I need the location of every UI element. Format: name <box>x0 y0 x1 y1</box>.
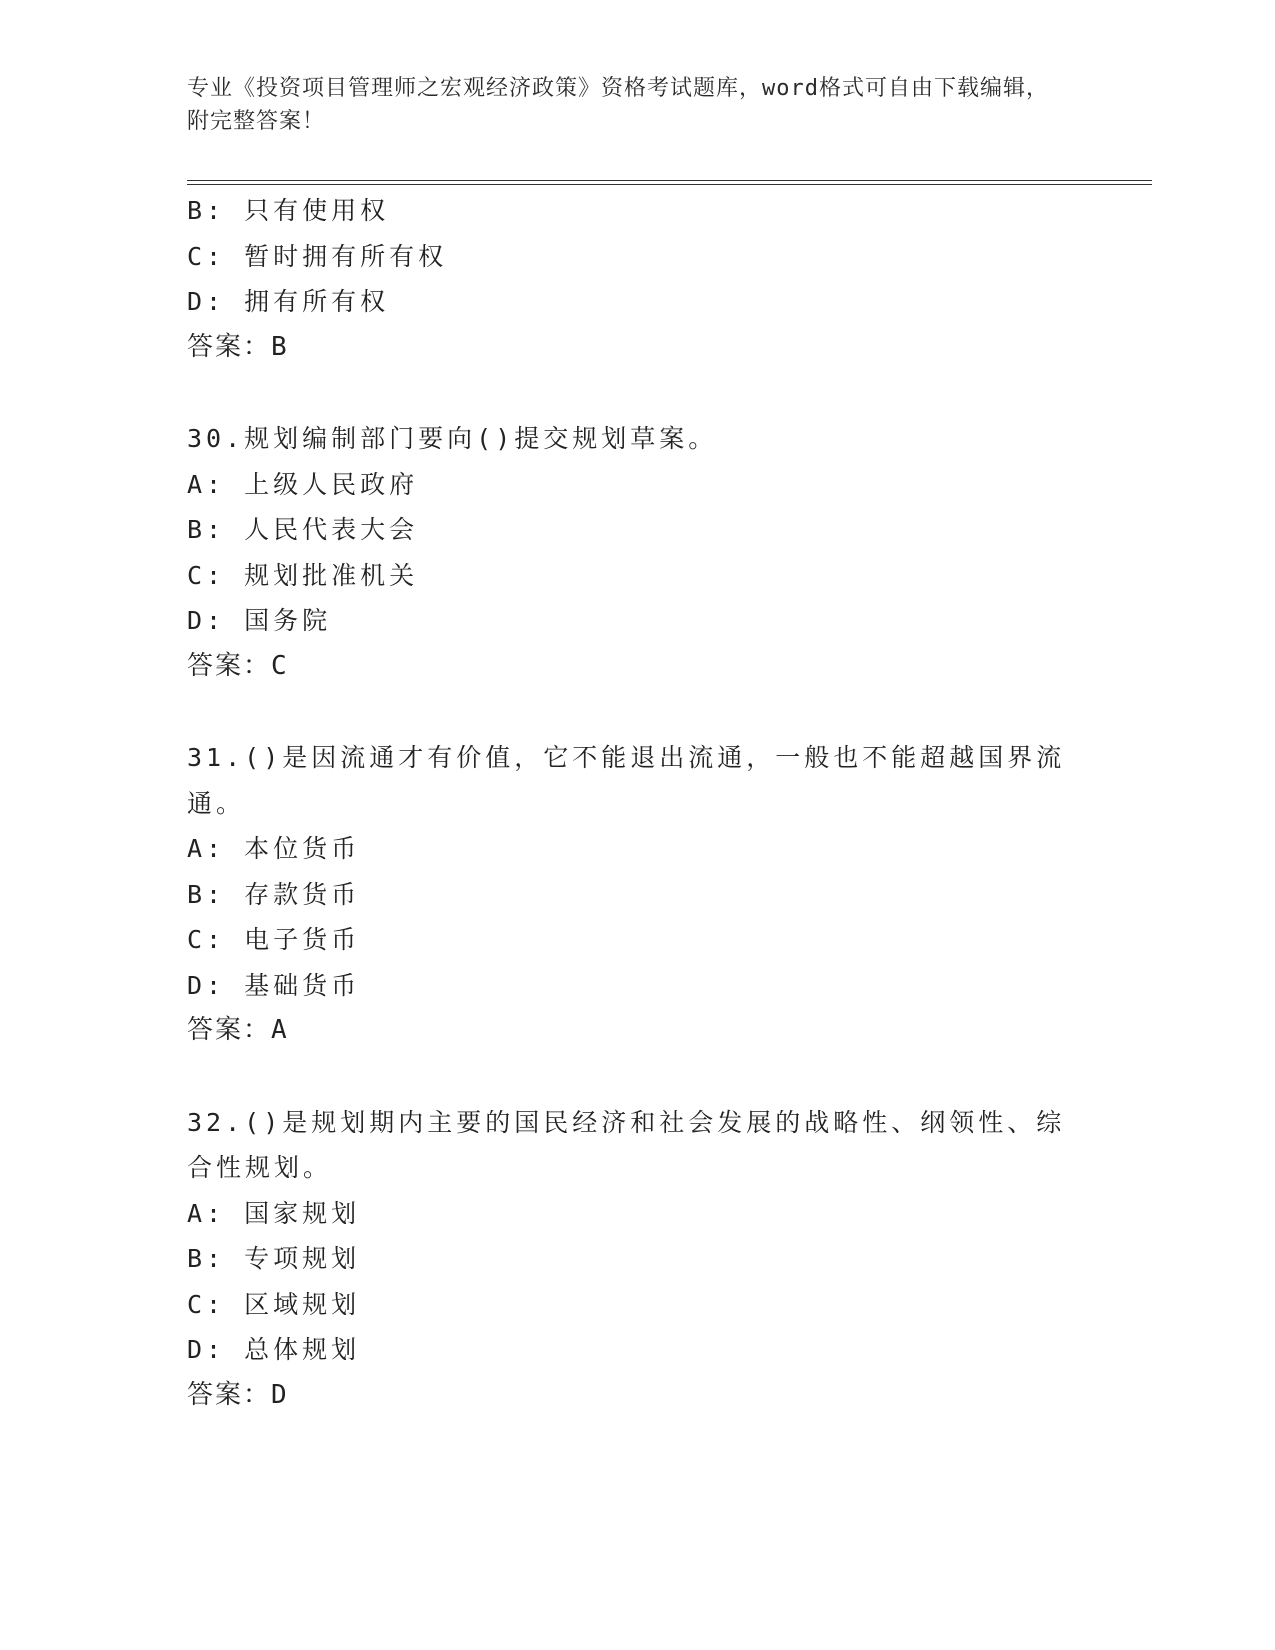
option-a: A: 本位货币 <box>187 834 361 863</box>
header-divider-top <box>187 180 1152 181</box>
option-b: B: 存款货币 <box>187 879 361 909</box>
option-d: D: 总体规划 <box>187 1335 361 1364</box>
option-b: B: 人民代表大会 <box>187 515 419 544</box>
question-31 <box>187 735 1087 1054</box>
option-b: B: 专项规划 <box>187 1244 361 1273</box>
option-a: A: 上级人民政府 <box>187 469 419 499</box>
option-c: C: 规划批准机关 <box>187 560 419 590</box>
document-header: 专业《投资项目管理师之宏观经济政策》资格考试题库，word格式可自由下载编辑，附完整答案！ <box>187 76 1049 134</box>
option-d: D: 基础货币 <box>187 970 361 1000</box>
option-d: D: 拥有所有权 <box>187 287 390 316</box>
question-30 <box>187 416 1087 689</box>
answer: 答案：D <box>187 1379 289 1410</box>
option-a: A: 国家规划 <box>187 1198 361 1228</box>
header-divider-bottom <box>187 184 1152 185</box>
option-c: C: 暂时拥有所有权 <box>187 241 448 271</box>
option-d: D: 国务院 <box>187 606 332 635</box>
answer: 答案：C <box>187 650 289 681</box>
answer: 答案：A <box>187 1015 289 1045</box>
question-stem: 31.()是因流通才有价值，它不能退出流通，一般也不能超越国界流通。 <box>187 743 1066 818</box>
question-32 <box>187 1100 1087 1419</box>
question-29-partial <box>187 188 1087 370</box>
option-b: B: 只有使用权 <box>187 196 390 225</box>
question-list <box>187 188 1087 1418</box>
option-c: C: 电子货币 <box>187 925 361 954</box>
answer: 答案：B <box>187 331 289 362</box>
option-c: C: 区域规划 <box>187 1289 361 1319</box>
question-stem: 32.()是规划期内主要的国民经济和社会发展的战略性、纲领性、综合性规划。 <box>187 1107 1066 1182</box>
question-stem: 30.规划编制部门要向()提交规划草案。 <box>187 424 718 453</box>
